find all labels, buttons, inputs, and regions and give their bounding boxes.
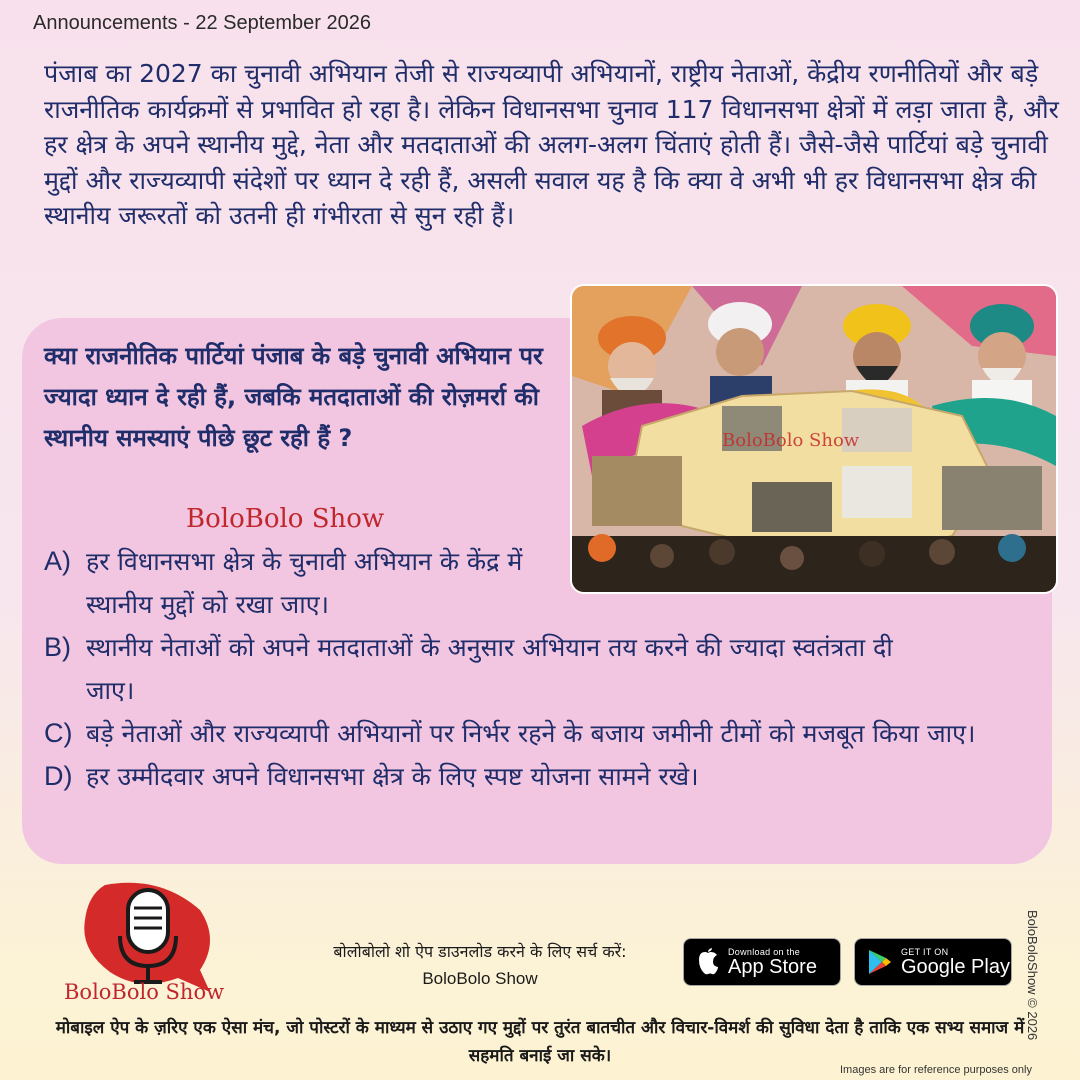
poll-option-d[interactable] [44, 755, 1034, 798]
option-letter: D) [44, 761, 73, 791]
poll-option-b[interactable] [44, 626, 1034, 712]
option-text: हर उम्मीदवार अपने विधानसभा क्षेत्र के लिए स्पष्ट योजना सामने रखे। [86, 762, 699, 791]
option-letter: B) [44, 632, 71, 662]
intro-paragraph: पंजाब का 2027 का चुनावी अभियान तेजी से राज्यव्यापी अभियानों, राष्ट्रीय नेताओं, केंद्रीय रणनीतियों और बड़े राजनीतिक कार्यक्रमों से प्रभावित हो रहा है। लेकिन विधानसभा चुनाव 117 विधानसभा क्षेत्रों में लड़ा जाता है, और हर क्षेत्र के अपने स्थानीय मुद्दे, नेता और मतदाताओं की अलग-अलग चिंताएं होती हैं। जैसे-जैसे पार्टियां बड़े चुनावी मुद्दों और राज्यव्यापी संदेशों पर ध्यान दे रही हैं, असली सवाल यह है कि क्या वे अभी भी हर विधानसभा क्षेत्र की स्थानीय जरूरतों को उतनी ही गंभीरता से सुन रही हैं। [44, 59, 1059, 230]
brand-label: BoloBolo Show [186, 504, 385, 534]
illustration-watermark: BoloBolo Show [722, 430, 860, 451]
campaign-illustration [570, 284, 1058, 594]
google-play-icon [867, 948, 893, 976]
google-play-label: GET IT ON Google Play [901, 946, 1010, 978]
app-store-label: Download on the App Store [728, 946, 817, 978]
apple-icon [696, 948, 720, 976]
logo-wordmark: BoloBolo Show [64, 980, 225, 1004]
option-letter: C) [44, 718, 73, 748]
option-text: बड़े नेताओं और राज्यव्यापी अभियानों पर निर्भर रहने के बजाय जमीनी टीमों को मजबूत किया जाए। [86, 719, 976, 748]
download-prompt [300, 938, 660, 992]
announcement-date: Announcements - 22 September 2026 [33, 12, 371, 34]
option-text: स्थानीय नेताओं को अपने मतदाताओं के अनुसार अभियान तय करने की ज्यादा स्वतंत्रता दी जाए। [86, 633, 893, 705]
poll-option-c[interactable] [44, 712, 1034, 755]
platform-description: मोबाइल ऐप के ज़रिए एक ऐसा मंच, जो पोस्टरों के माध्यम से उठाए गए मुद्दों पर तुरंत बातचीत और विचार-विमर्श की सुविधा देता है ताकि एक सभ्य समाज में सहमति बनाई जा सके। [55, 1018, 1025, 1066]
app-search-name: BoloBolo Show [422, 969, 538, 988]
app-store-button[interactable] [683, 938, 841, 986]
copyright-notice: BoloBoloShow © 2026 [1025, 910, 1040, 1041]
option-text: हर विधानसभा क्षेत्र के चुनावी अभियान के केंद्र में स्थानीय मुद्दों को रखा जाए। [86, 547, 523, 619]
download-instruction: बोलोबोलो शो ऐप डाउनलोड करने के लिए सर्च करें: [333, 942, 627, 961]
option-letter: A) [44, 546, 71, 576]
image-disclaimer: Images are for reference purposes only [840, 1064, 1032, 1076]
poll-question: क्या राजनीतिक पार्टियां पंजाब के बड़े चुनावी अभियान पर ज्यादा ध्यान दे रही हैं, जबकि मतदाताओं की रोज़मर्रा की स्थानीय समस्याएं पीछे छूट रही हैं ? [44, 342, 543, 452]
google-play-button[interactable] [854, 938, 1012, 986]
